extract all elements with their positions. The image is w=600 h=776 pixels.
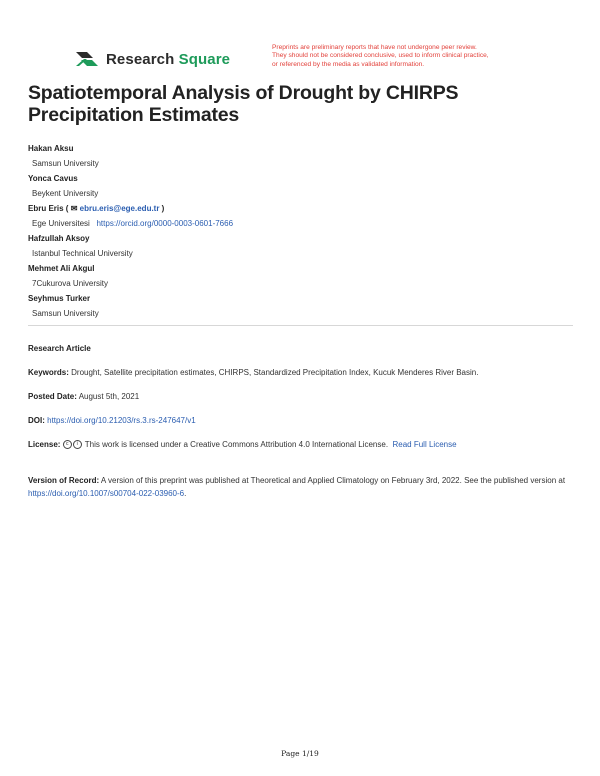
page-number: Page 1/19 [281,749,319,758]
version-of-record: Version of Record: A version of this preprint was published at Theoretical and Applied Climatology on February 3rd, 2022. See the published version at https://doi.org/10.1007/s00704-022-03960-6. [28,476,566,498]
author-name: Seyhmus Turker [28,294,91,303]
author-name: Hafzullah Aksoy [28,234,90,243]
author-entry [28,231,573,261]
published-version-link[interactable]: https://doi.org/10.1007/s00704-022-03960-6 [28,489,185,498]
section-divider [28,325,573,326]
author-name: Hakan Aksu [28,144,74,153]
doi-line: DOI: https://doi.org/10.21203/rs.3.rs-247647/v1 [28,416,196,425]
author-name: Ebru Eris ( ✉ ebru.eris@ege.edu.tr ) [28,204,165,213]
author-entry [28,291,573,321]
posted-date-line: Posted Date: August 5th, 2021 [28,392,140,401]
research-square-logo[interactable] [74,48,230,70]
orcid-link[interactable]: https://orcid.org/0000-0003-0601-7666 [96,219,234,228]
logo-text: Research Square [106,50,231,68]
author-affiliation: 7Cukurova University [32,279,109,288]
author-affiliation: Ege Universitesi https://orcid.org/0000-0003-0601-7666 [32,219,234,228]
read-full-license-link[interactable]: Read Full License [392,440,457,449]
author-entry [28,201,573,231]
doi-link[interactable]: https://doi.org/10.21203/rs.3.rs-247647/v1 [47,416,196,425]
author-entry [28,261,573,291]
author-affiliation: Beykent University [32,189,99,198]
license-line: License: c i This work is licensed under a Creative Commons Attribution 4.0 International License. Read Full License [28,440,457,449]
article-type: Research Article [28,344,91,353]
paper-title: Spatiotemporal Analysis of Drought by CHIRPS Precipitation Estimates [28,82,459,126]
preprint-disclaimer: Preprints are preliminary reports that have not undergone peer review. They should not be considered conclusive, used to inform clinical practice, or referenced by the media as validated information. [272,44,489,68]
keywords-line: Keywords: Drought, Satellite precipitation estimates, CHIRPS, Standardized Precipitation Index, Kucuk Menderes River Basin. [28,368,479,377]
author-entry [28,141,573,171]
author-affiliation: Istanbul Technical University [32,249,133,258]
author-name: Mehmet Ali Akgul [28,264,95,273]
research-square-logo-icon [74,48,100,70]
author-list [28,141,573,321]
author-email-link[interactable]: ebru.eris@ege.edu.tr [79,204,160,213]
cc-by-icon: i [73,440,82,449]
author-affiliation: Samsun University [32,159,99,168]
cc-icon: c [63,440,72,449]
author-affiliation: Samsun University [32,309,99,318]
author-name: Yonca Cavus [28,174,78,183]
email-icon: ✉ [70,204,78,213]
author-entry [28,171,573,201]
